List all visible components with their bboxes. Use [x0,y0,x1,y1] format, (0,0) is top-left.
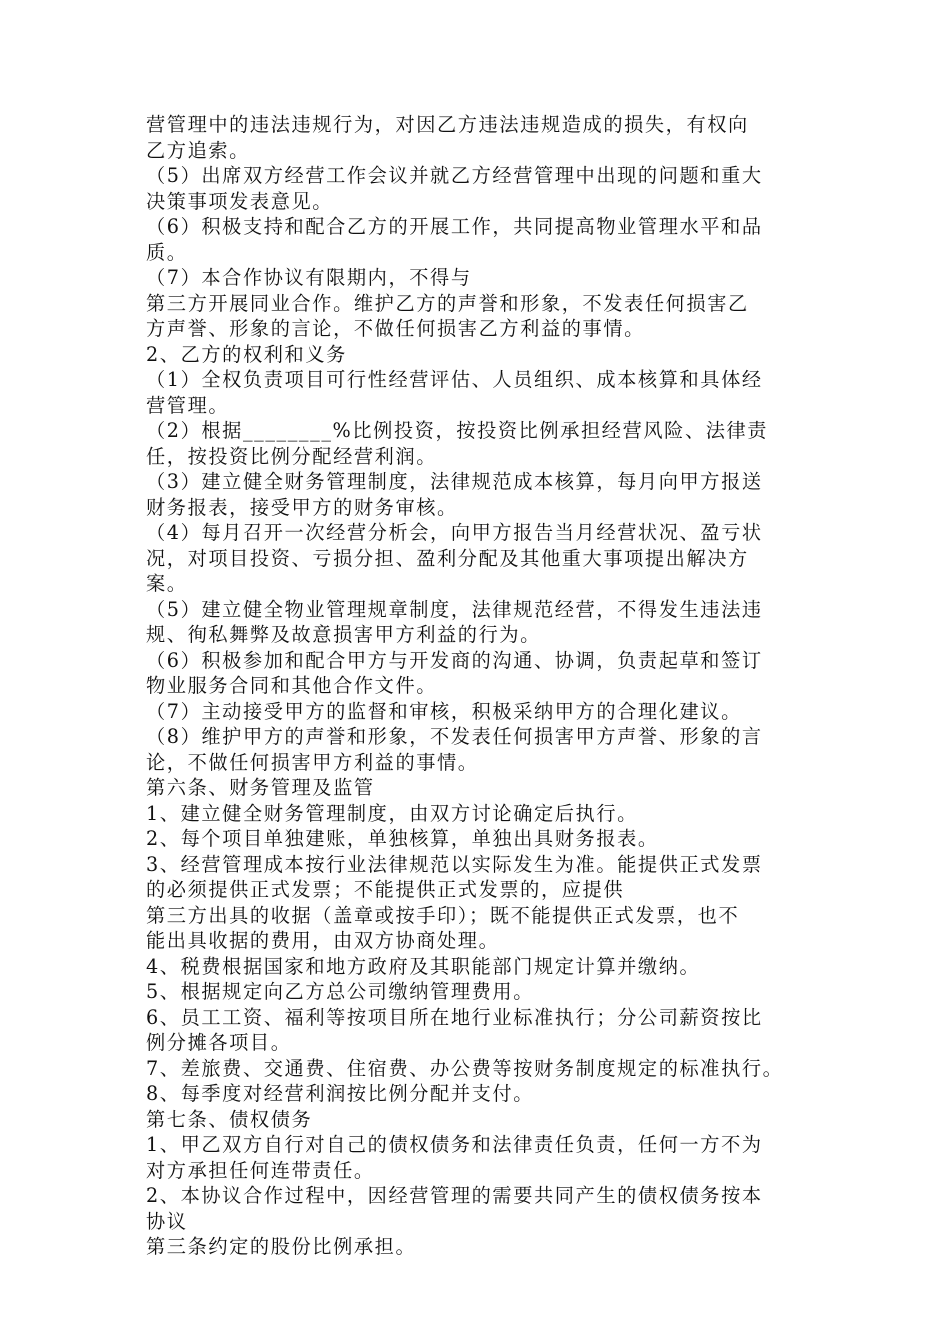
text-line: 质。 [146,240,188,264]
text-line: 物业服务合同和其他合作文件。 [146,674,438,697]
text-line: 营管理中的违法违规行为，对因乙方违法违规造成的损失，有权向 [146,113,749,136]
text-line: 3、经营管理成本按行业法律规范以实际发生为准。能提供正式发票 [146,852,763,876]
text-line: 任，按投资比例分配经营利润。 [146,444,438,468]
text-line: 案。 [146,572,188,595]
text-line: （7）本合作协议有限期内，不得与 [146,266,472,289]
text-line: 决策事项发表意见。 [146,189,334,213]
text-line: 第三条约定的股份比例承担。 [146,1235,417,1258]
text-line: （5）建立健全物业管理规章制度，法律规范经营，不得发生违法违 [146,597,763,621]
section-heading: 2、乙方的权利和义务 [146,342,347,366]
text-line: 营管理。 [146,393,230,417]
text-line: 对方承担任何连带责任。 [146,1158,375,1182]
text-line: 协议 [146,1209,188,1233]
text-line: （1）全权负责项目可行性经营评估、人员组织、成本核算和具体经 [146,368,763,391]
text-line: 第三方开展同业合作。维护乙方的声誉和形象，不发表任何损害乙 [146,291,749,315]
text-line: 2、每个项目单独建账，单独核算，单独出具财务报表。 [146,827,659,850]
text-line: 7、差旅费、交通费、住宿费、办公费等按财务制度规定的标准执行。 [146,1056,784,1080]
text-line: 规、徇私舞弊及故意损害甲方利益的行为。 [146,623,541,646]
text-line: 能出具收据的费用，由双方协商处理。 [146,929,500,952]
text-line: （6）积极参加和配合甲方与开发商的沟通、协调，负责起草和签订 [146,648,763,672]
text-line: （7）主动接受甲方的监督和审核，积极采纳甲方的合理化建议。 [146,699,742,723]
text-line: 5、根据规定向乙方总公司缴纳管理费用。 [146,980,534,1003]
text-line: （8）维护甲方的声誉和形象，不发表任何损害甲方声誉、形象的言 [146,725,763,748]
article-heading: 第七条、债权债务 [146,1107,313,1131]
text-line: （3）建立健全财务管理制度，法律规范成本核算，每月向甲方报送 [146,470,763,493]
text-line: 1、建立健全财务管理制度，由双方讨论确定后执行。 [146,801,638,825]
text-line: 6、员工工资、福利等按项目所在地行业标准执行；分公司薪资按比 [146,1005,763,1029]
text-line: （5）出席双方经营工作会议并就乙方经营管理中出现的问题和重大 [146,164,763,187]
text-line: 8、每季度对经营利润按比例分配并支付。 [146,1082,534,1105]
text-line: 2、本协议合作过程中，因经营管理的需要共同产生的债权债务按本 [146,1184,763,1207]
text-line: 4、税费根据国家和地方政府及其职能部门规定计算并缴纳。 [146,954,701,978]
text-line: 1、甲乙双方自行对自己的债权债务和法律责任负责，任何一方不为 [146,1133,763,1156]
document-body [146,112,830,1260]
article-heading: 第六条、财务管理及监管 [146,776,375,799]
text-line: （4）每月召开一次经营分析会，向甲方报告当月经营状况、盈亏状 [146,521,763,544]
text-line: 况，对项目投资、亏损分担、盈利分配及其他重大事项提出解决方 [146,546,749,570]
text-line: （6）积极支持和配合乙方的开展工作，共同提高物业管理水平和品 [146,215,763,238]
text-line: 例分摊各项目。 [146,1031,292,1054]
text-line: 方声誉、形象的言论，不做任何损害乙方利益的事情。 [146,317,645,340]
text-line: （2）根据________%比例投资，按投资比例承担经营风险、法律责 [146,419,769,442]
text-line: 财务报表，接受甲方的财务审核。 [146,495,458,519]
text-line: 的必须提供正式发票；不能提供正式发票的，应提供 [146,878,625,901]
text-line: 第三方出具的收据（盖章或按手印）；既不能提供正式发票，也不 [146,903,740,927]
text-line: 论，不做任何损害甲方利益的事情。 [146,750,479,774]
text-line: 乙方追索。 [146,138,250,162]
